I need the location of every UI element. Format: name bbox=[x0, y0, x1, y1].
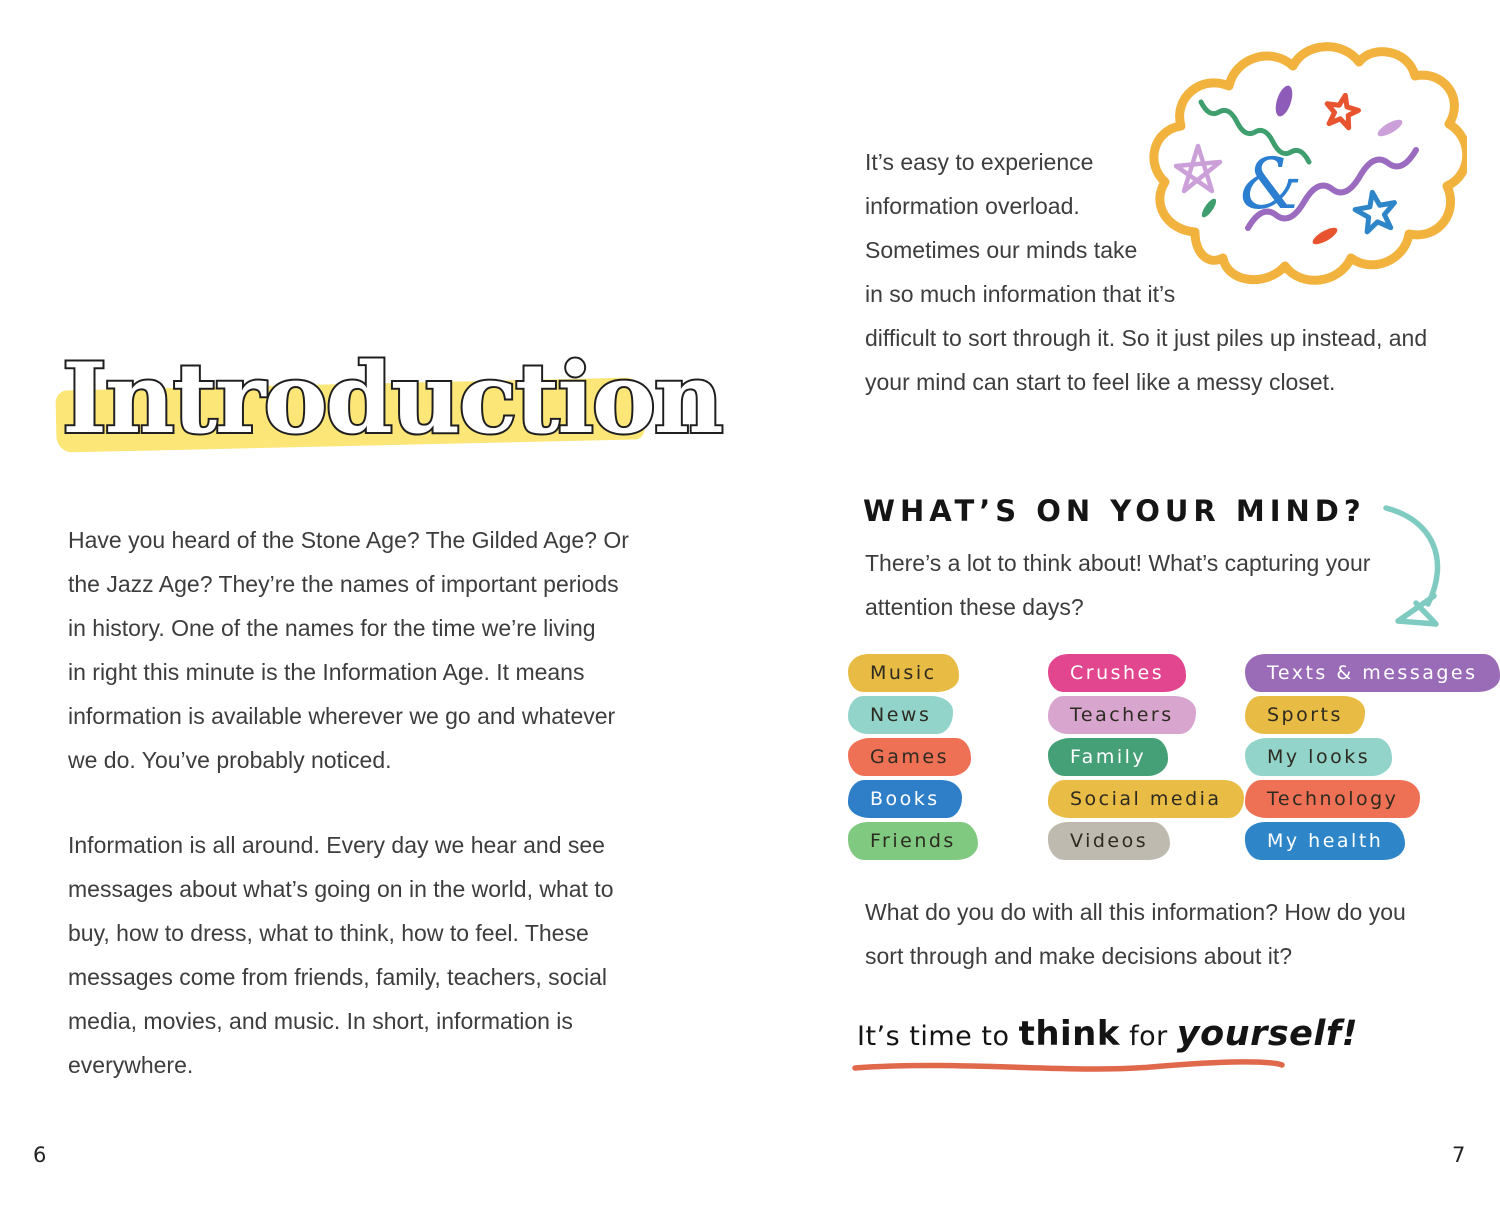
text-line: everywhere. bbox=[68, 1052, 194, 1078]
topic-pill-videos: Videos bbox=[1048, 822, 1170, 860]
topic-pill-teachers: Teachers bbox=[1048, 696, 1196, 734]
topics-column-3 bbox=[1245, 654, 1500, 860]
curved-arrow-icon bbox=[1378, 500, 1473, 632]
topic-pill-my-health: My health bbox=[1245, 822, 1405, 860]
topic-pill-crushes: Crushes bbox=[1048, 654, 1186, 692]
right-question-paragraph bbox=[865, 890, 1406, 978]
text-line: sort through and make decisions about it? bbox=[865, 943, 1293, 969]
text-line: messages about what’s going on in the world, what to bbox=[68, 876, 614, 902]
topic-pill-social-media: Social media bbox=[1048, 780, 1244, 818]
section-heading: WHAT’S ON YOUR MIND? bbox=[863, 494, 1366, 528]
arrow-head bbox=[1398, 596, 1436, 624]
right-intro-paragraph bbox=[865, 140, 1427, 404]
ampersand-doodle-icon: & bbox=[1240, 143, 1303, 225]
topic-pill-my-looks: My looks bbox=[1245, 738, 1392, 776]
text-line: It’s easy to experience bbox=[865, 149, 1094, 175]
topic-pill-texts-messages: Texts & messages bbox=[1245, 654, 1500, 692]
text-line: messages come from friends, family, teachers, social bbox=[68, 964, 607, 990]
text-line: There’s a lot to think about! What’s capturing your bbox=[865, 550, 1371, 576]
topics-column-1 bbox=[848, 654, 978, 860]
topic-pill-books: Books bbox=[848, 780, 962, 818]
right-subheading-paragraph bbox=[865, 541, 1370, 629]
cta-for-text: for bbox=[1120, 1021, 1177, 1052]
text-line: in so much information that it’s bbox=[865, 281, 1176, 307]
text-line: Information is all around. Every day we hear and see bbox=[68, 832, 605, 858]
text-line: information is available wherever we go and whatever bbox=[68, 703, 616, 729]
text-line: Have you heard of the Stone Age? The Gilded Age? Or bbox=[68, 527, 629, 553]
topic-pill-friends: Friends bbox=[848, 822, 978, 860]
arrow-curve bbox=[1386, 508, 1438, 604]
text-line: buy, how to dress, what to think, how to feel. These bbox=[68, 920, 589, 946]
topic-pill-games: Games bbox=[848, 738, 971, 776]
text-line: information overload. bbox=[865, 193, 1080, 219]
text-line: media, movies, and music. In short, information is bbox=[68, 1008, 573, 1034]
page-title: Introduction bbox=[62, 342, 722, 455]
text-line: we do. You’ve probably noticed. bbox=[68, 747, 392, 773]
cta-yourself-text: yourself! bbox=[1176, 1014, 1359, 1054]
text-line: attention these days? bbox=[865, 594, 1084, 620]
underline-stroke bbox=[855, 1062, 1282, 1069]
page-number-right: 7 bbox=[1452, 1143, 1466, 1167]
text-line: the Jazz Age? They’re the names of important periods bbox=[68, 571, 619, 597]
text-line: difficult to sort through it. So it just piles up instead, and bbox=[865, 325, 1428, 351]
text-line: your mind can start to feel like a messy closet. bbox=[865, 369, 1336, 395]
topic-pill-music: Music bbox=[848, 654, 959, 692]
text-line: Sometimes our minds take bbox=[865, 237, 1138, 263]
cta-line bbox=[857, 1014, 1358, 1054]
left-paragraph-1 bbox=[68, 518, 629, 782]
topic-pill-technology: Technology bbox=[1245, 780, 1420, 818]
text-line: in history. One of the names for the time we’re living bbox=[68, 615, 596, 641]
topics-column-2 bbox=[1048, 654, 1244, 860]
topic-pill-sports: Sports bbox=[1245, 696, 1365, 734]
text-line: What do you do with all this information? How do you bbox=[865, 899, 1406, 925]
topic-pill-family: Family bbox=[1048, 738, 1168, 776]
left-paragraph-2 bbox=[68, 823, 614, 1087]
cta-lead-text: It’s time to bbox=[857, 1021, 1019, 1052]
text-line: in right this minute is the Information Age. It means bbox=[68, 659, 585, 685]
topic-pill-news: News bbox=[848, 696, 953, 734]
page-number-left: 6 bbox=[33, 1143, 47, 1167]
cta-think-text: think bbox=[1018, 1014, 1120, 1054]
cta-underline-icon bbox=[851, 1056, 1287, 1078]
